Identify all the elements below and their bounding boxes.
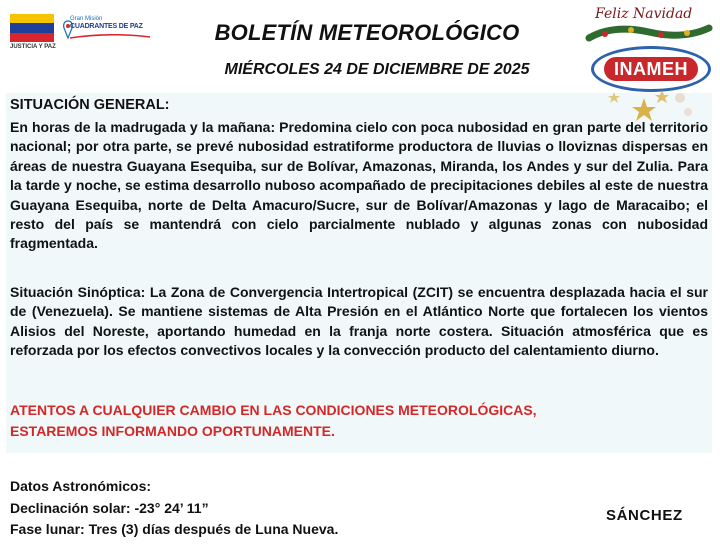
moon-phase: Fase lunar: Tres (3) días después de Luna Nueva. [10,521,339,537]
alert-message [10,400,537,442]
inameh-name: INAMEH [604,57,698,81]
general-situation-text: En horas de la madrugada y la mañana: Predomina cielo con poca nubosidad en gran parte del territorio nacional; por otra parte, se prevé nubosidad estratiforme productora de lluvias o lloviznas dispersas en áreas de nuestra Guayana Esequiba, sur de Bolívar, Amazonas, Miranda, los Andes y sur del Zulia. Para la tarde y noche, se estima desarrollo nuboso acompañado de precipitaciones debiles al este de nuestra Guayana Esequiba, norte de Delta Amacuro/Sucre, sur de Bolívar/Amazonas y lago de Maracaibo; el resto del país se mantendrá con cielo parcialmente nublado y algunas zonas con nubosidad fragmentada. [10,119,708,252]
alert-line-2: ESTAREMOS INFORMANDO OPORTUNAMENTE. [10,423,335,439]
astronomical-heading: Datos Astronómicos: [10,478,152,494]
inameh-emblem [591,46,711,92]
ministry-caption: JUSTICIA Y PAZ [10,44,56,50]
forecaster-signature: SÁNCHEZ [606,507,683,524]
bulletin-date: MIÉRCOLES 24 DE DICIEMBRE DE 2025 [224,61,530,78]
alert-line-1: ATENTOS A CUALQUIER CAMBIO EN LAS CONDICIONES METEOROLÓGICAS, [10,402,537,418]
christmas-greeting: Feliz Navidad [595,6,693,22]
mission-name: CUADRANTES DE PAZ [70,23,143,30]
synoptic-situation-text: Situación Sinóptica: La Zona de Convergencia Intertropical (ZCIT) se encuentra desplazada hacia el sur de (Venezuela). Se mantiene sistemas de Alta Presión en el Atlántico Norte que fortalecen los vientos Alisios del Noreste, aportando humedad en la franja norte costera. Situación atmosférica que es reforzada por los efectos convectivos locales y la convección producto del calentamiento diurno. [10,284,708,359]
bulletin-header [0,0,720,92]
general-situation-heading: SITUACIÓN GENERAL: [10,97,170,113]
mission-label: Gran Misión [70,16,103,22]
astronomical-data [10,476,338,541]
bulletin-title: BOLETÍN METEOROLÓGICO [214,20,520,45]
solar-declination: Declinación solar: -23° 24’ 11” [10,499,209,516]
